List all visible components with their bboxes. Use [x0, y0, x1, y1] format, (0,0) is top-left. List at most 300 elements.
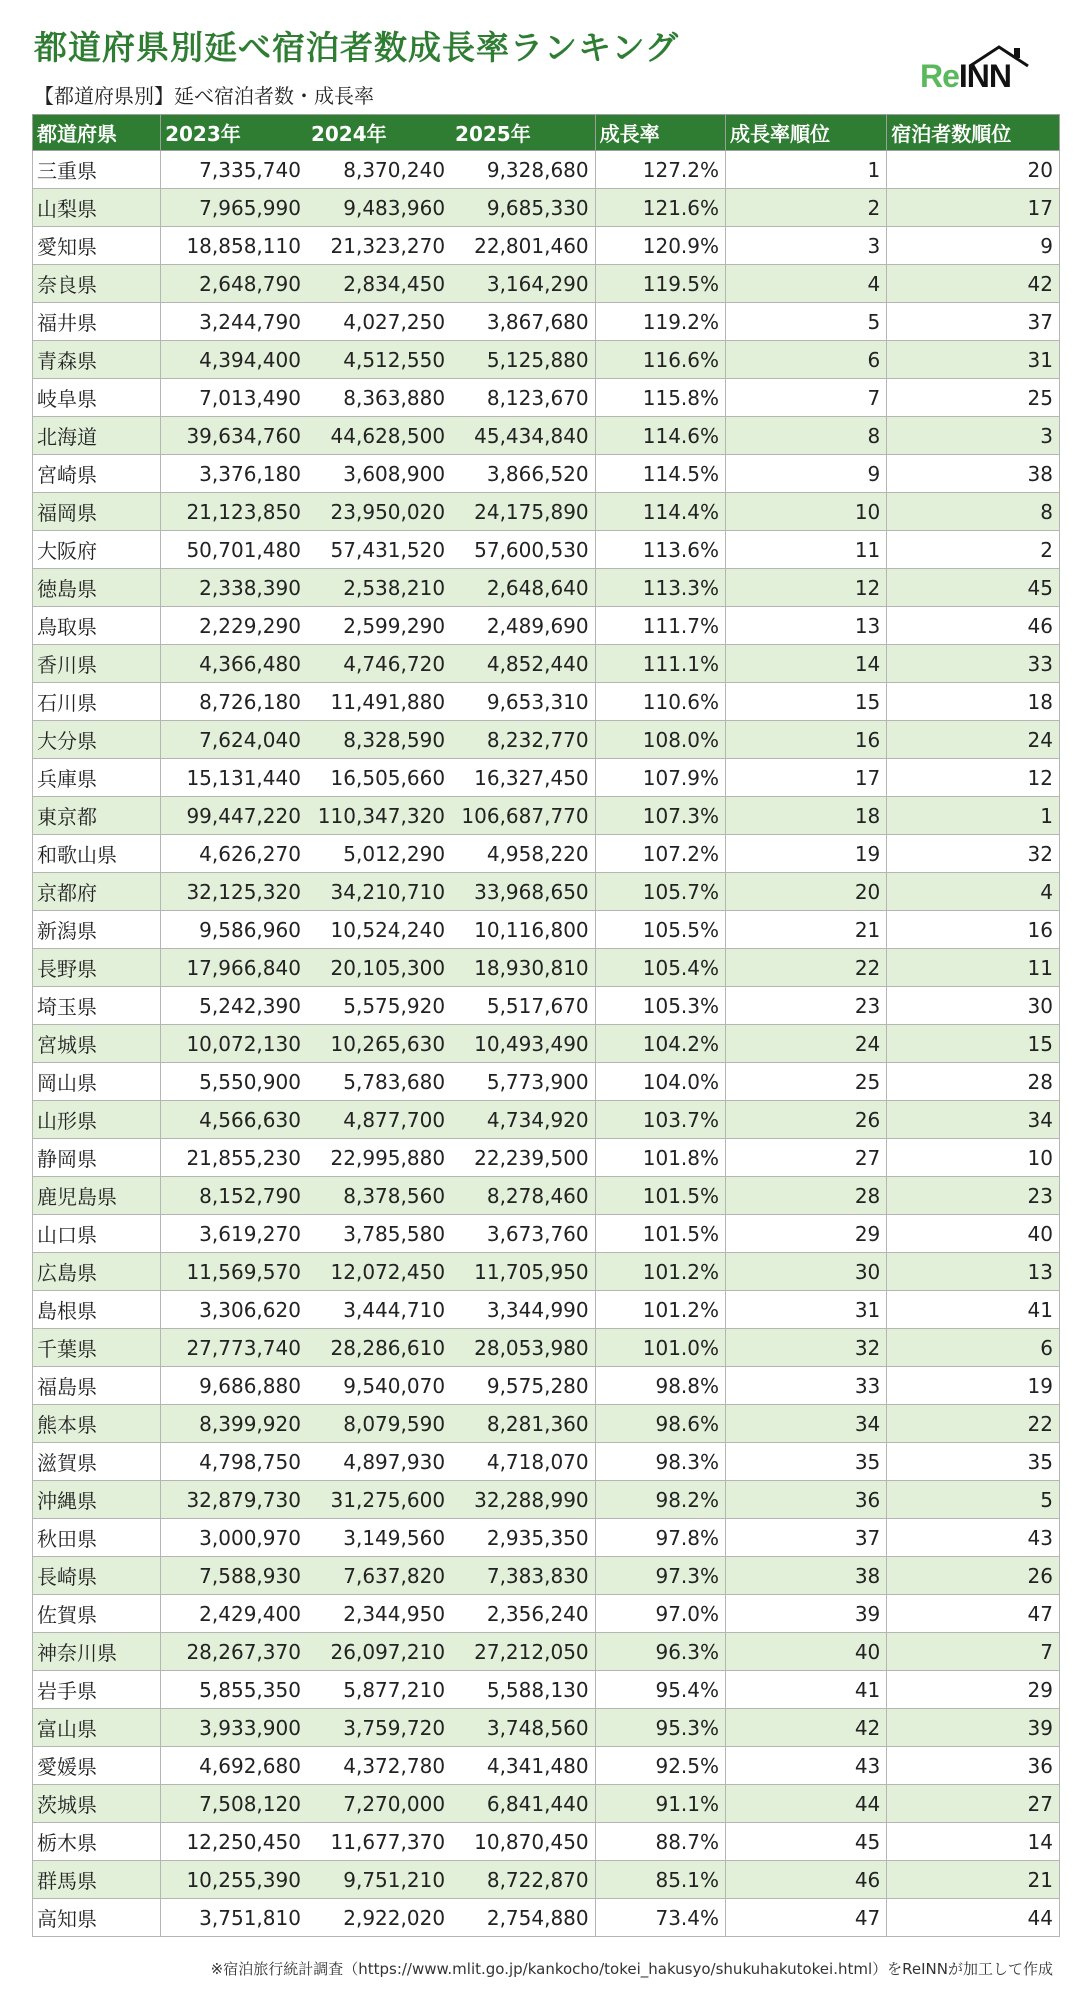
value-2024-cell: 9,751,210 [307, 1861, 451, 1899]
guest-rank-cell: 29 [887, 1671, 1060, 1709]
value-2023-cell: 15,131,440 [161, 759, 307, 797]
guest-rank-cell: 25 [887, 379, 1060, 417]
prefecture-cell: 宮崎県 [33, 455, 161, 493]
growth-rank-cell: 9 [726, 455, 887, 493]
guest-rank-cell: 30 [887, 987, 1060, 1025]
value-2025-cell: 2,935,350 [451, 1519, 595, 1557]
table-row [33, 1253, 1060, 1291]
value-2023-cell: 2,648,790 [161, 265, 307, 303]
value-2024-cell: 8,079,590 [307, 1405, 451, 1443]
value-2025-cell: 7,383,830 [451, 1557, 595, 1595]
prefecture-cell: 愛知県 [33, 227, 161, 265]
value-2023-cell: 3,751,810 [161, 1899, 307, 1937]
growth-rate-cell: 107.3% [595, 797, 725, 835]
growth-rank-cell: 41 [726, 1671, 887, 1709]
guest-rank-cell: 16 [887, 911, 1060, 949]
growth-rate-cell: 97.0% [595, 1595, 725, 1633]
guest-rank-cell: 9 [887, 227, 1060, 265]
value-2024-cell: 9,483,960 [307, 189, 451, 227]
growth-rank-cell: 36 [726, 1481, 887, 1519]
guest-rank-cell: 39 [887, 1709, 1060, 1747]
table-row [33, 873, 1060, 911]
guest-rank-cell: 33 [887, 645, 1060, 683]
value-2025-cell: 24,175,890 [451, 493, 595, 531]
value-2023-cell: 9,686,880 [161, 1367, 307, 1405]
value-2024-cell: 4,372,780 [307, 1747, 451, 1785]
value-2023-cell: 10,255,390 [161, 1861, 307, 1899]
growth-rate-cell: 95.3% [595, 1709, 725, 1747]
growth-rank-cell: 46 [726, 1861, 887, 1899]
value-2023-cell: 8,152,790 [161, 1177, 307, 1215]
growth-rate-cell: 91.1% [595, 1785, 725, 1823]
table-row [33, 379, 1060, 417]
value-2025-cell: 9,575,280 [451, 1367, 595, 1405]
prefecture-cell: 徳島県 [33, 569, 161, 607]
table-body [33, 151, 1060, 1937]
value-2023-cell: 4,566,630 [161, 1101, 307, 1139]
prefecture-cell: 滋賀県 [33, 1443, 161, 1481]
value-2024-cell: 34,210,710 [307, 873, 451, 911]
value-2025-cell: 8,123,670 [451, 379, 595, 417]
guest-rank-cell: 36 [887, 1747, 1060, 1785]
prefecture-cell: 沖縄県 [33, 1481, 161, 1519]
growth-rate-cell: 108.0% [595, 721, 725, 759]
guest-rank-cell: 2 [887, 531, 1060, 569]
table-row [33, 151, 1060, 189]
prefecture-cell: 鳥取県 [33, 607, 161, 645]
guest-rank-cell: 10 [887, 1139, 1060, 1177]
value-2025-cell: 4,341,480 [451, 1747, 595, 1785]
guest-rank-cell: 21 [887, 1861, 1060, 1899]
value-2023-cell: 7,588,930 [161, 1557, 307, 1595]
logo-re: Re [920, 58, 959, 94]
source-footnote: ※宿泊旅行統計調査（https://www.mlit.go.jp/kankocho/tokei_hakusyo/shukuhakutokei.html）をReINNが加工して作成 [210, 1960, 1053, 1978]
value-2025-cell: 22,801,460 [451, 227, 595, 265]
value-2024-cell: 28,286,610 [307, 1329, 451, 1367]
value-2025-cell: 4,958,220 [451, 835, 595, 873]
value-2023-cell: 4,394,400 [161, 341, 307, 379]
value-2024-cell: 5,783,680 [307, 1063, 451, 1101]
growth-rank-cell: 37 [726, 1519, 887, 1557]
growth-rate-cell: 105.7% [595, 873, 725, 911]
value-2024-cell: 16,505,660 [307, 759, 451, 797]
value-2025-cell: 10,870,450 [451, 1823, 595, 1861]
value-2025-cell: 32,288,990 [451, 1481, 595, 1519]
value-2023-cell: 3,619,270 [161, 1215, 307, 1253]
growth-rank-cell: 32 [726, 1329, 887, 1367]
table-row [33, 569, 1060, 607]
guest-rank-cell: 8 [887, 493, 1060, 531]
value-2025-cell: 106,687,770 [451, 797, 595, 835]
value-2024-cell: 22,995,880 [307, 1139, 451, 1177]
table-row [33, 1747, 1060, 1785]
guest-rank-cell: 41 [887, 1291, 1060, 1329]
prefecture-cell: 岡山県 [33, 1063, 161, 1101]
value-2023-cell: 21,855,230 [161, 1139, 307, 1177]
guest-rank-cell: 4 [887, 873, 1060, 911]
value-2024-cell: 2,922,020 [307, 1899, 451, 1937]
growth-rate-cell: 98.2% [595, 1481, 725, 1519]
value-2024-cell: 5,575,920 [307, 987, 451, 1025]
guest-rank-cell: 22 [887, 1405, 1060, 1443]
growth-rank-cell: 17 [726, 759, 887, 797]
guest-rank-cell: 47 [887, 1595, 1060, 1633]
guest-rank-cell: 42 [887, 265, 1060, 303]
value-2023-cell: 99,447,220 [161, 797, 307, 835]
value-2023-cell: 8,726,180 [161, 683, 307, 721]
value-2025-cell: 4,852,440 [451, 645, 595, 683]
growth-rank-cell: 18 [726, 797, 887, 835]
prefecture-cell: 高知県 [33, 1899, 161, 1937]
value-2024-cell: 44,628,500 [307, 417, 451, 455]
value-2025-cell: 8,232,770 [451, 721, 595, 759]
growth-rate-cell: 120.9% [595, 227, 725, 265]
growth-rate-cell: 101.5% [595, 1215, 725, 1253]
value-2025-cell: 3,748,560 [451, 1709, 595, 1747]
growth-rate-cell: 98.8% [595, 1367, 725, 1405]
table-row [33, 1785, 1060, 1823]
value-2024-cell: 3,785,580 [307, 1215, 451, 1253]
value-2025-cell: 2,754,880 [451, 1899, 595, 1937]
value-2023-cell: 3,376,180 [161, 455, 307, 493]
growth-rank-cell: 5 [726, 303, 887, 341]
guest-rank-cell: 1 [887, 797, 1060, 835]
growth-rate-cell: 107.2% [595, 835, 725, 873]
table-row [33, 1823, 1060, 1861]
growth-rate-cell: 88.7% [595, 1823, 725, 1861]
growth-rank-cell: 15 [726, 683, 887, 721]
table-row [33, 417, 1060, 455]
value-2023-cell: 7,508,120 [161, 1785, 307, 1823]
prefecture-cell: 福岡県 [33, 493, 161, 531]
guest-rank-cell: 35 [887, 1443, 1060, 1481]
value-2023-cell: 2,338,390 [161, 569, 307, 607]
value-2025-cell: 11,705,950 [451, 1253, 595, 1291]
guest-rank-cell: 15 [887, 1025, 1060, 1063]
growth-rate-cell: 105.4% [595, 949, 725, 987]
prefecture-cell: 栃木県 [33, 1823, 161, 1861]
guest-rank-cell: 13 [887, 1253, 1060, 1291]
value-2025-cell: 5,773,900 [451, 1063, 595, 1101]
guest-rank-cell: 12 [887, 759, 1060, 797]
growth-rank-cell: 31 [726, 1291, 887, 1329]
table-row [33, 835, 1060, 873]
growth-rank-cell: 7 [726, 379, 887, 417]
value-2024-cell: 8,378,560 [307, 1177, 451, 1215]
header-2024: 2024年 [307, 115, 451, 151]
prefecture-cell: 北海道 [33, 417, 161, 455]
value-2023-cell: 50,701,480 [161, 531, 307, 569]
value-2023-cell: 39,634,760 [161, 417, 307, 455]
table-row [33, 1443, 1060, 1481]
prefecture-cell: 千葉県 [33, 1329, 161, 1367]
value-2024-cell: 110,347,320 [307, 797, 451, 835]
value-2025-cell: 45,434,840 [451, 417, 595, 455]
growth-rate-cell: 107.9% [595, 759, 725, 797]
value-2024-cell: 4,746,720 [307, 645, 451, 683]
growth-rank-cell: 3 [726, 227, 887, 265]
guest-rank-cell: 24 [887, 721, 1060, 759]
growth-rank-cell: 1 [726, 151, 887, 189]
page-title: 都道府県別延べ宿泊者数成長率ランキング [34, 28, 680, 67]
value-2023-cell: 17,966,840 [161, 949, 307, 987]
prefecture-cell: 和歌山県 [33, 835, 161, 873]
table-row [33, 759, 1060, 797]
value-2025-cell: 2,648,640 [451, 569, 595, 607]
growth-rank-cell: 13 [726, 607, 887, 645]
growth-rank-cell: 8 [726, 417, 887, 455]
value-2025-cell: 4,718,070 [451, 1443, 595, 1481]
growth-rate-cell: 101.8% [595, 1139, 725, 1177]
value-2024-cell: 2,599,290 [307, 607, 451, 645]
value-2024-cell: 5,012,290 [307, 835, 451, 873]
growth-rank-cell: 10 [726, 493, 887, 531]
table-row [33, 227, 1060, 265]
growth-rank-cell: 2 [726, 189, 887, 227]
guest-rank-cell: 44 [887, 1899, 1060, 1937]
growth-rank-cell: 14 [726, 645, 887, 683]
table-row [33, 455, 1060, 493]
value-2025-cell: 5,517,670 [451, 987, 595, 1025]
value-2025-cell: 9,328,680 [451, 151, 595, 189]
value-2023-cell: 5,242,390 [161, 987, 307, 1025]
value-2023-cell: 7,013,490 [161, 379, 307, 417]
growth-rank-cell: 20 [726, 873, 887, 911]
prefecture-cell: 東京都 [33, 797, 161, 835]
header-growth-rate: 成長率 [595, 115, 725, 151]
table-row [33, 1329, 1060, 1367]
growth-rank-cell: 27 [726, 1139, 887, 1177]
prefecture-cell: 奈良県 [33, 265, 161, 303]
value-2025-cell: 6,841,440 [451, 1785, 595, 1823]
value-2023-cell: 3,244,790 [161, 303, 307, 341]
table-row [33, 1139, 1060, 1177]
growth-rate-cell: 105.5% [595, 911, 725, 949]
growth-rank-cell: 43 [726, 1747, 887, 1785]
growth-rank-cell: 28 [726, 1177, 887, 1215]
value-2024-cell: 31,275,600 [307, 1481, 451, 1519]
value-2025-cell: 57,600,530 [451, 531, 595, 569]
value-2025-cell: 27,212,050 [451, 1633, 595, 1671]
value-2024-cell: 23,950,020 [307, 493, 451, 531]
header-2023: 2023年 [161, 115, 307, 151]
value-2024-cell: 4,512,550 [307, 341, 451, 379]
growth-rank-cell: 35 [726, 1443, 887, 1481]
guest-rank-cell: 37 [887, 303, 1060, 341]
value-2024-cell: 4,027,250 [307, 303, 451, 341]
growth-rate-cell: 111.1% [595, 645, 725, 683]
value-2025-cell: 8,281,360 [451, 1405, 595, 1443]
table-row [33, 341, 1060, 379]
value-2025-cell: 3,344,990 [451, 1291, 595, 1329]
value-2023-cell: 5,855,350 [161, 1671, 307, 1709]
guest-rank-cell: 23 [887, 1177, 1060, 1215]
table-row [33, 683, 1060, 721]
growth-rate-cell: 101.2% [595, 1291, 725, 1329]
growth-rank-cell: 34 [726, 1405, 887, 1443]
growth-rate-cell: 114.4% [595, 493, 725, 531]
table-row [33, 797, 1060, 835]
table-row [33, 1519, 1060, 1557]
value-2024-cell: 20,105,300 [307, 949, 451, 987]
growth-rank-cell: 24 [726, 1025, 887, 1063]
table-row [33, 1367, 1060, 1405]
growth-rank-cell: 39 [726, 1595, 887, 1633]
growth-rate-cell: 96.3% [595, 1633, 725, 1671]
growth-rank-cell: 19 [726, 835, 887, 873]
growth-rate-cell: 73.4% [595, 1899, 725, 1937]
value-2024-cell: 3,608,900 [307, 455, 451, 493]
growth-rate-cell: 103.7% [595, 1101, 725, 1139]
prefecture-cell: 秋田県 [33, 1519, 161, 1557]
table-row [33, 1063, 1060, 1101]
table-row [33, 1595, 1060, 1633]
value-2024-cell: 11,677,370 [307, 1823, 451, 1861]
table-row [33, 1025, 1060, 1063]
growth-rate-cell: 104.0% [595, 1063, 725, 1101]
guest-rank-cell: 18 [887, 683, 1060, 721]
growth-rate-cell: 111.7% [595, 607, 725, 645]
growth-rate-cell: 127.2% [595, 151, 725, 189]
guest-rank-cell: 17 [887, 189, 1060, 227]
guest-rank-cell: 43 [887, 1519, 1060, 1557]
value-2024-cell: 2,834,450 [307, 265, 451, 303]
value-2025-cell: 22,239,500 [451, 1139, 595, 1177]
table-row [33, 1633, 1060, 1671]
table-row [33, 911, 1060, 949]
prefecture-cell: 宮城県 [33, 1025, 161, 1063]
prefecture-cell: 山梨県 [33, 189, 161, 227]
value-2025-cell: 9,685,330 [451, 189, 595, 227]
table-row [33, 531, 1060, 569]
value-2025-cell: 28,053,980 [451, 1329, 595, 1367]
guest-rank-cell: 40 [887, 1215, 1060, 1253]
table-row [33, 265, 1060, 303]
value-2025-cell: 2,356,240 [451, 1595, 595, 1633]
guest-rank-cell: 46 [887, 607, 1060, 645]
value-2024-cell: 8,328,590 [307, 721, 451, 759]
value-2024-cell: 4,877,700 [307, 1101, 451, 1139]
value-2024-cell: 4,897,930 [307, 1443, 451, 1481]
value-2024-cell: 2,538,210 [307, 569, 451, 607]
guest-rank-cell: 31 [887, 341, 1060, 379]
prefecture-cell: 山形県 [33, 1101, 161, 1139]
prefecture-cell: 広島県 [33, 1253, 161, 1291]
growth-rate-cell: 115.8% [595, 379, 725, 417]
prefecture-cell: 兵庫県 [33, 759, 161, 797]
prefecture-cell: 島根県 [33, 1291, 161, 1329]
growth-rate-cell: 101.5% [595, 1177, 725, 1215]
value-2023-cell: 27,773,740 [161, 1329, 307, 1367]
guest-rank-cell: 26 [887, 1557, 1060, 1595]
prefecture-cell: 青森県 [33, 341, 161, 379]
prefecture-cell: 愛媛県 [33, 1747, 161, 1785]
growth-rank-cell: 42 [726, 1709, 887, 1747]
value-2024-cell: 12,072,450 [307, 1253, 451, 1291]
growth-rate-cell: 121.6% [595, 189, 725, 227]
growth-rate-cell: 98.3% [595, 1443, 725, 1481]
prefecture-cell: 静岡県 [33, 1139, 161, 1177]
growth-rank-cell: 40 [726, 1633, 887, 1671]
guest-rank-cell: 7 [887, 1633, 1060, 1671]
value-2023-cell: 3,306,620 [161, 1291, 307, 1329]
growth-rate-cell: 101.0% [595, 1329, 725, 1367]
growth-rate-cell: 119.5% [595, 265, 725, 303]
value-2023-cell: 11,569,570 [161, 1253, 307, 1291]
value-2024-cell: 11,491,880 [307, 683, 451, 721]
value-2025-cell: 9,653,310 [451, 683, 595, 721]
value-2024-cell: 5,877,210 [307, 1671, 451, 1709]
value-2025-cell: 4,734,920 [451, 1101, 595, 1139]
growth-rate-cell: 97.8% [595, 1519, 725, 1557]
value-2024-cell: 10,524,240 [307, 911, 451, 949]
table-row [33, 645, 1060, 683]
prefecture-cell: 茨城県 [33, 1785, 161, 1823]
value-2023-cell: 3,933,900 [161, 1709, 307, 1747]
value-2025-cell: 10,493,490 [451, 1025, 595, 1063]
guest-rank-cell: 5 [887, 1481, 1060, 1519]
value-2024-cell: 8,363,880 [307, 379, 451, 417]
table-row [33, 1101, 1060, 1139]
table-row [33, 1671, 1060, 1709]
value-2025-cell: 3,673,760 [451, 1215, 595, 1253]
growth-rate-cell: 114.6% [595, 417, 725, 455]
table-row [33, 1899, 1060, 1937]
value-2024-cell: 7,637,820 [307, 1557, 451, 1595]
growth-rank-cell: 6 [726, 341, 887, 379]
value-2024-cell: 3,149,560 [307, 1519, 451, 1557]
prefecture-cell: 京都府 [33, 873, 161, 911]
growth-rank-cell: 33 [726, 1367, 887, 1405]
prefecture-cell: 鹿児島県 [33, 1177, 161, 1215]
prefecture-cell: 福井県 [33, 303, 161, 341]
value-2023-cell: 4,366,480 [161, 645, 307, 683]
prefecture-cell: 群馬県 [33, 1861, 161, 1899]
prefecture-cell: 岩手県 [33, 1671, 161, 1709]
guest-rank-cell: 20 [887, 151, 1060, 189]
prefecture-cell: 富山県 [33, 1709, 161, 1747]
logo-text [920, 58, 1011, 95]
prefecture-cell: 大阪府 [33, 531, 161, 569]
value-2025-cell: 5,125,880 [451, 341, 595, 379]
growth-rate-cell: 95.4% [595, 1671, 725, 1709]
ranking-table [32, 114, 1060, 1937]
growth-rate-cell: 119.2% [595, 303, 725, 341]
value-2023-cell: 18,858,110 [161, 227, 307, 265]
growth-rate-cell: 104.2% [595, 1025, 725, 1063]
value-2025-cell: 18,930,810 [451, 949, 595, 987]
value-2023-cell: 5,550,900 [161, 1063, 307, 1101]
guest-rank-cell: 45 [887, 569, 1060, 607]
table-row [33, 1861, 1060, 1899]
header-guest-rank: 宿泊者数順位 [887, 115, 1060, 151]
prefecture-cell: 福島県 [33, 1367, 161, 1405]
growth-rank-cell: 11 [726, 531, 887, 569]
value-2023-cell: 12,250,450 [161, 1823, 307, 1861]
prefecture-cell: 佐賀県 [33, 1595, 161, 1633]
value-2025-cell: 5,588,130 [451, 1671, 595, 1709]
value-2023-cell: 7,335,740 [161, 151, 307, 189]
value-2023-cell: 3,000,970 [161, 1519, 307, 1557]
growth-rank-cell: 23 [726, 987, 887, 1025]
table-row [33, 1177, 1060, 1215]
table-row [33, 1557, 1060, 1595]
value-2024-cell: 3,759,720 [307, 1709, 451, 1747]
growth-rate-cell: 98.6% [595, 1405, 725, 1443]
value-2025-cell: 10,116,800 [451, 911, 595, 949]
guest-rank-cell: 6 [887, 1329, 1060, 1367]
value-2023-cell: 10,072,130 [161, 1025, 307, 1063]
